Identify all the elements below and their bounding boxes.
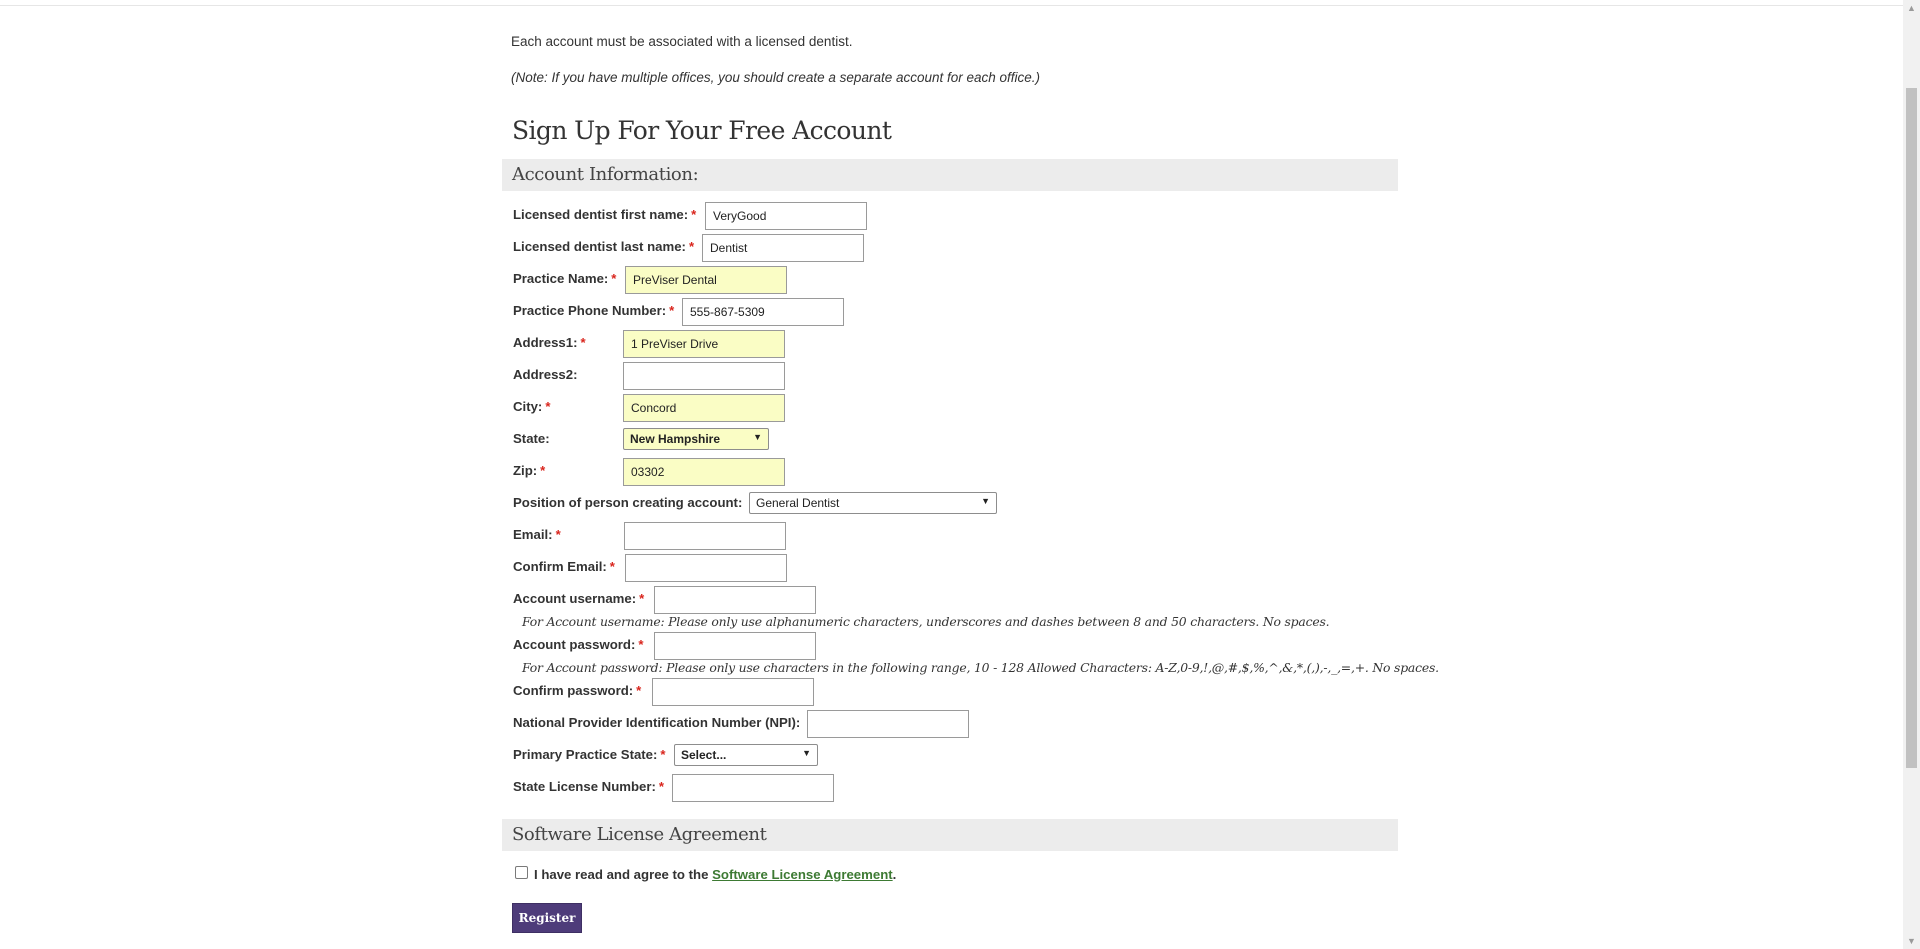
scrollbar-thumb[interactable] [1906, 88, 1917, 768]
confirm-email-input[interactable] [625, 554, 787, 582]
agree-period: . [892, 867, 897, 882]
required-marker: * [688, 239, 695, 254]
required-marker: * [545, 399, 551, 414]
required-marker: * [669, 303, 675, 318]
required-marker: * [555, 527, 561, 542]
confirm-email-label: Confirm Email: * [513, 559, 615, 574]
email-input[interactable] [624, 522, 786, 550]
first-name-label: Licensed dentist first name: * [513, 207, 697, 222]
state-license-input[interactable] [672, 774, 834, 802]
intro-text: Each account must be associated with a licensed dentist. [511, 34, 853, 49]
state-license-label: State License Number: * [513, 779, 665, 794]
required-marker: * [639, 591, 645, 606]
npi-input[interactable] [807, 710, 969, 738]
scroll-down-icon[interactable]: ▼ [1907, 936, 1916, 946]
software-license-agreement-link[interactable]: Software License Agreement [712, 867, 893, 882]
section-title: Account Information: [512, 164, 699, 185]
account-information-section-header [502, 159, 1398, 191]
address1-label: Address1: * [513, 335, 586, 350]
username-input[interactable] [654, 586, 816, 614]
required-marker: * [638, 637, 644, 652]
required-marker: * [660, 747, 666, 762]
password-input[interactable] [654, 632, 816, 660]
practice-name-input[interactable] [625, 266, 787, 294]
city-label: City: * [513, 399, 551, 414]
address2-label: Address2: [513, 367, 578, 382]
password-label: Account password: * [513, 637, 644, 652]
confirm-password-label: Confirm password: * [513, 683, 642, 698]
position-select[interactable] [749, 492, 997, 514]
practice-phone-input[interactable] [682, 298, 844, 326]
npi-label: National Provider Identification Number (NPI): [513, 715, 801, 730]
agree-checkbox[interactable] [515, 866, 528, 879]
zip-input[interactable] [623, 458, 785, 486]
required-marker: * [611, 271, 617, 286]
section-title: Software License Agreement [512, 824, 767, 845]
agree-label [534, 867, 896, 882]
state-select-value: New Hampshire [630, 432, 721, 446]
intro-note: (Note: If you have multiple offices, you should create a separate account for each office.) [511, 70, 1041, 85]
state-label: State: [513, 431, 550, 446]
scroll-up-icon[interactable]: ▲ [1907, 3, 1916, 13]
state-select[interactable] [623, 428, 769, 450]
required-marker: * [691, 207, 697, 222]
first-name-input[interactable] [705, 202, 867, 230]
required-marker: * [658, 779, 665, 794]
address2-input[interactable] [623, 362, 785, 390]
last-name-label: Licensed dentist last name: * [513, 239, 695, 254]
register-button[interactable]: Register [512, 903, 582, 933]
page-title: Sign Up For Your Free Account [512, 116, 892, 145]
primary-practice-state-value: Select... [681, 748, 727, 762]
dropdown-arrow-icon: ▼ [981, 496, 990, 506]
dropdown-arrow-icon: ▼ [753, 432, 762, 442]
required-marker: * [636, 683, 642, 698]
zip-label: Zip: * [513, 463, 546, 478]
email-label: Email: * [513, 527, 561, 542]
practice-name-label: Practice Name: * [513, 271, 617, 286]
required-marker: * [580, 335, 586, 350]
username-hint: For Account username: Please only use alphanumeric characters, underscores and dashes between 8 and 50 characters. No spaces. [522, 614, 1330, 629]
password-hint: For Account password: Please only use characters in the following range, 10 - 128 Allowed Characters: A-Z,0-9,!,@,#,$,%,^,&,*,(,),-,_,=,+. No spaces. [522, 660, 1439, 675]
practice-phone-label: Practice Phone Number: * [513, 303, 675, 318]
license-agreement-section-header [502, 819, 1398, 851]
last-name-input[interactable] [702, 234, 864, 262]
required-marker: * [609, 559, 615, 574]
confirm-password-input[interactable] [652, 678, 814, 706]
agree-text: I have read and agree to the [534, 867, 709, 882]
required-marker: * [540, 463, 546, 478]
address1-input[interactable] [623, 330, 785, 358]
position-label: Position of person creating account: [513, 495, 743, 510]
primary-practice-state-select[interactable] [674, 744, 818, 766]
dropdown-arrow-icon: ▼ [802, 748, 811, 758]
signup-form-container [502, 0, 1439, 949]
username-label: Account username: * [513, 591, 645, 606]
city-input[interactable] [623, 394, 785, 422]
primary-practice-state-label: Primary Practice State: * [513, 747, 666, 762]
position-select-value: General Dentist [756, 496, 840, 510]
